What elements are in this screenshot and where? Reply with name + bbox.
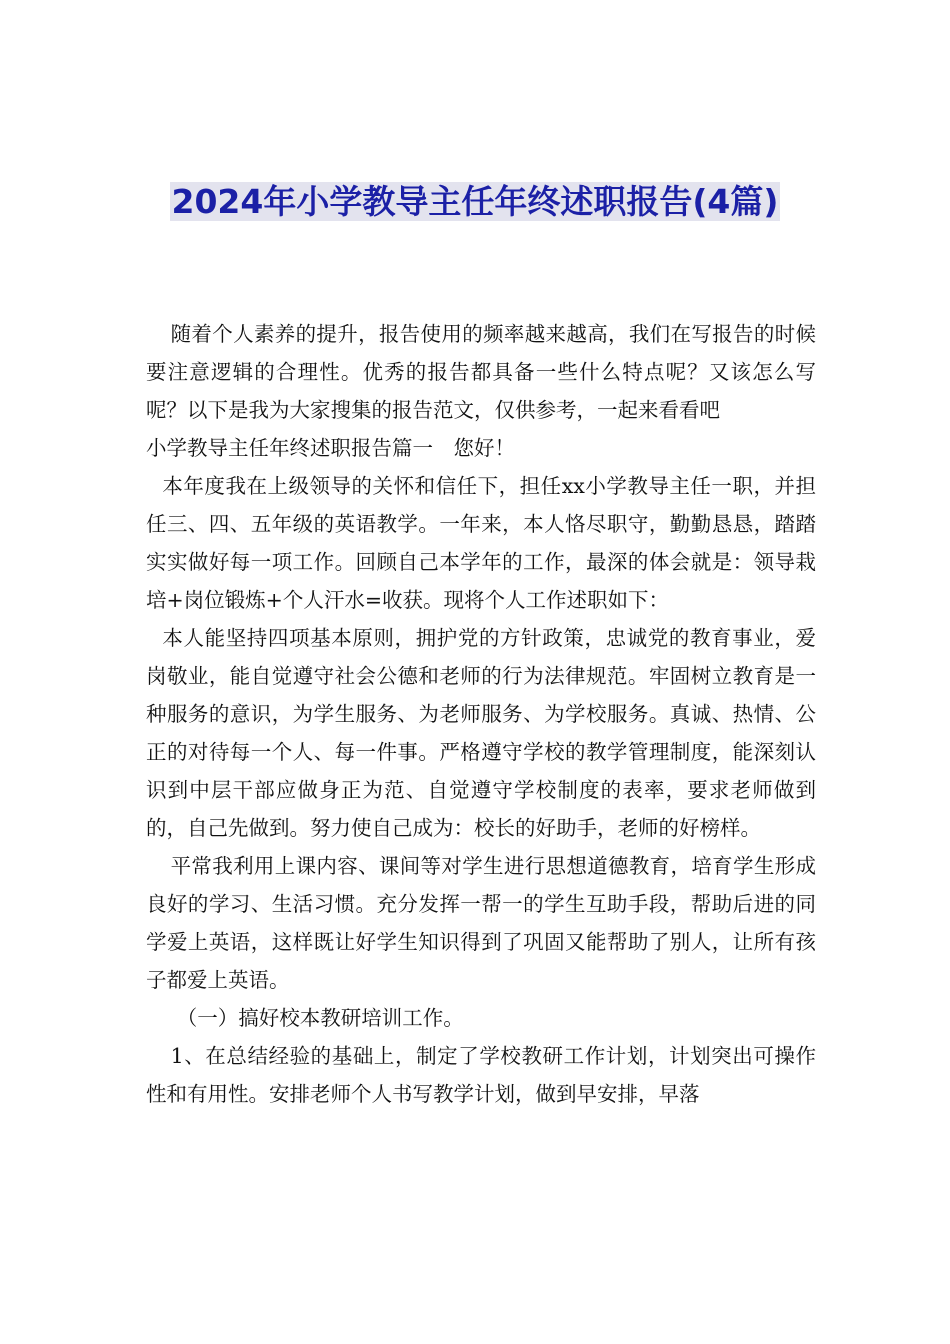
document-body <box>146 315 816 1113</box>
subsection-heading: （一）搞好校本教研培训工作。 <box>176 1006 464 1030</box>
body-paragraph: 平常我利用上课内容、课间等对学生进行思想道德教育，培育学生形成良好的学习、生活习惯。充分发挥一帮一的学生互助手段，帮助后进的同学爱上英语，这样既让好学生知识得到了巩固又能帮助了别人，让所有孩子都爱上英语。 <box>146 854 816 992</box>
body-paragraph: 本人能坚持四项基本原则，拥护党的方针政策，忠诚党的教育事业，爱岗敬业，能自觉遵守社会公德和老师的行为法律规范。牢固树立教育是一种服务的意识，为学生服务、为老师服务、为学校服务。真诚、热情、公正的对待每一个人、每一件事。严格遵守学校的教学管理制度，能深刻认识到中层干部应做身正为范、自觉遵守学校制度的表率，要求老师做到的，自己先做到。努力使自己成为：校长的好助手，老师的好榜样。 <box>146 626 816 840</box>
body-paragraph: 本年度我在上级领导的关怀和信任下，担任xx小学教导主任一职，并担任三、四、五年级的英语教学。一年来，本人恪尽职守，勤勤恳恳，踏踏实实做好每一项工作。回顾自己本学年的工作，最深的体会就是：领导栽培+岗位锻炼+个人汗水=收获。现将个人工作述职如下： <box>146 474 816 612</box>
body-paragraph: 1、在总结经验的基础上，制定了学校教研工作计划，计划突出可操作性和有用性。安排老师个人书写教学计划，做到早安排，早落 <box>146 1044 816 1106</box>
section-heading: 小学教导主任年终述职报告篇一 您好！ <box>146 436 515 460</box>
document-title-text: 2024年小学教导主任年终述职报告(4篇) <box>171 182 779 221</box>
intro-paragraph: 随着个人素养的提升，报告使用的频率越来越高，我们在写报告的时候要注意逻辑的合理性。优秀的报告都具备一些什么特点呢？又该怎么写呢？以下是我为大家搜集的报告范文，仅供参考，一起来看看吧 <box>146 322 816 422</box>
document-title <box>140 176 810 228</box>
